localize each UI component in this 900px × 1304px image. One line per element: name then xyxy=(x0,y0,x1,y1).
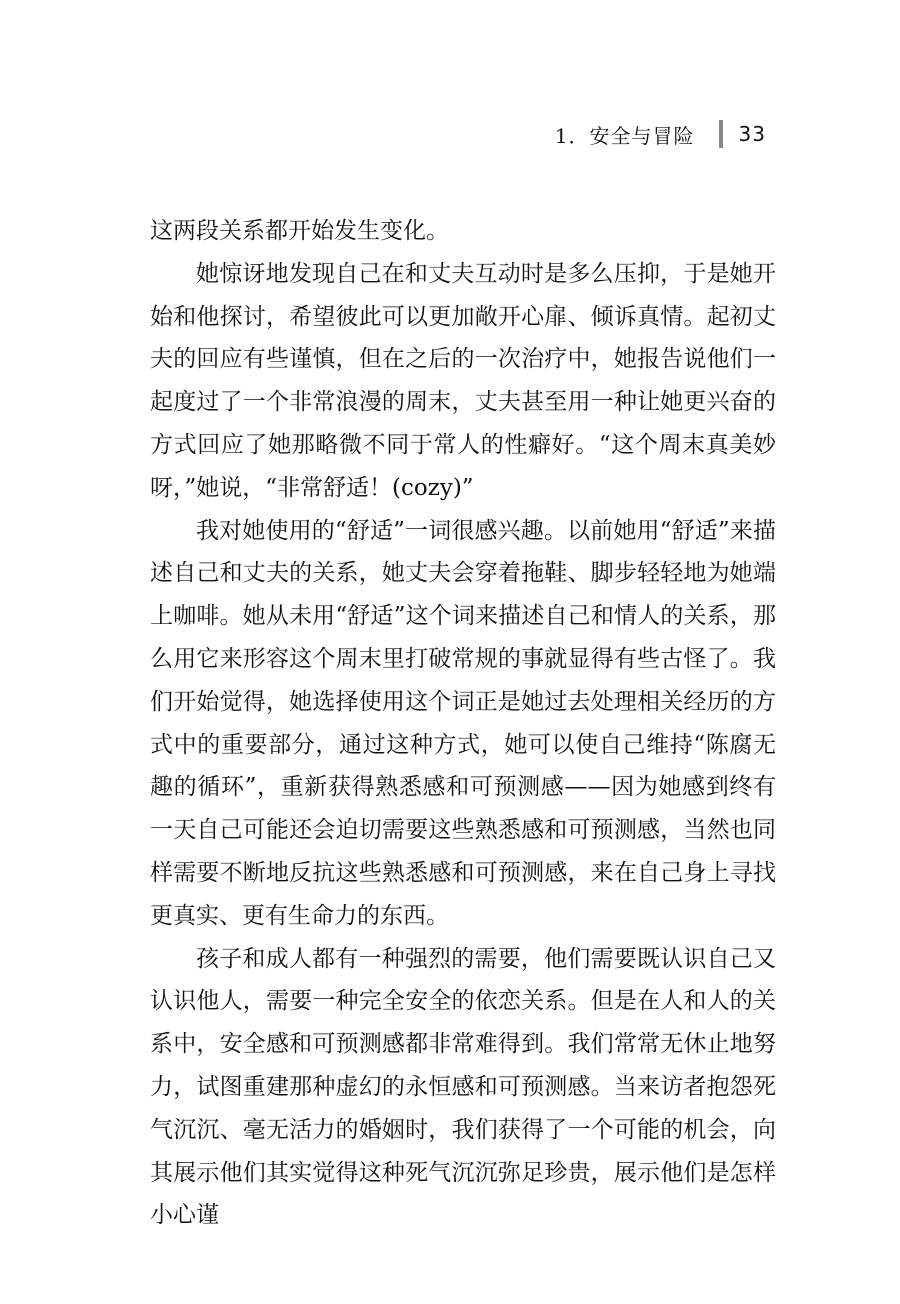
header-divider xyxy=(719,120,723,148)
paragraph: 孩子和成人都有一种强烈的需要，他们需要既认识自己又认识他人，需要一种完全安全的依恋关系。但是在人和人的关系中，安全感和可预测感都非常难得到。我们常常无休止地努力，试图重建那种虚幻的永恒感和可预测感。当来访者抱怨死气沉沉、毫无活力的婚姻时，我们获得了一个可能的机会，向其展示他们其实觉得这种死气沉沉弥足珍贵，展示他们是怎样小心谨 xyxy=(150,945,776,1229)
paragraph: 我对她使用的“舒适”一词很感兴趣。以前她用“舒适”来描述自己和丈夫的关系，她丈夫会穿着拖鞋、脚步轻轻地为她端上咖啡。她从未用“舒适”这个词来描述自己和情人的关系，那么用它来形容这个周末里打破常规的事就显得有些古怪了。我们开始觉得，她选择使用这个词正是她过去处理相关经历的方式中的重要部分，通过这种方式，她可以使自己维持“陈腐无趣的循环”，重新获得熟悉感和可预测感——因为她感到终有一天自己可能还会迫切需要这些熟悉感和可预测感，当然也同样需要不断地反抗这些熟悉感和可预测感，来在自己身上寻找更真实、更有生命力的东西。 xyxy=(150,517,776,929)
paragraph: 她惊讶地发现自己在和丈夫互动时是多么压抑，于是她开始和他探讨，希望彼此可以更加敞开心扉、倾诉真情。起初丈夫的回应有些谨慎，但在之后的一次治疗中，她报告说他们一起度过了一个非常浪漫的周末，丈夫甚至用一种让她更兴奋的方式回应了她那略微不同于常人的性癖好。“这个周末真美妙呀，”她说，“非常舒适！(cozy)” xyxy=(150,260,776,501)
body-text xyxy=(150,210,776,1237)
chapter-title: 1．安全与冒险 xyxy=(554,123,695,148)
paragraph: 这两段关系都开始发生变化。 xyxy=(150,218,449,244)
running-header xyxy=(555,116,766,152)
page-number: 33 xyxy=(738,122,766,146)
